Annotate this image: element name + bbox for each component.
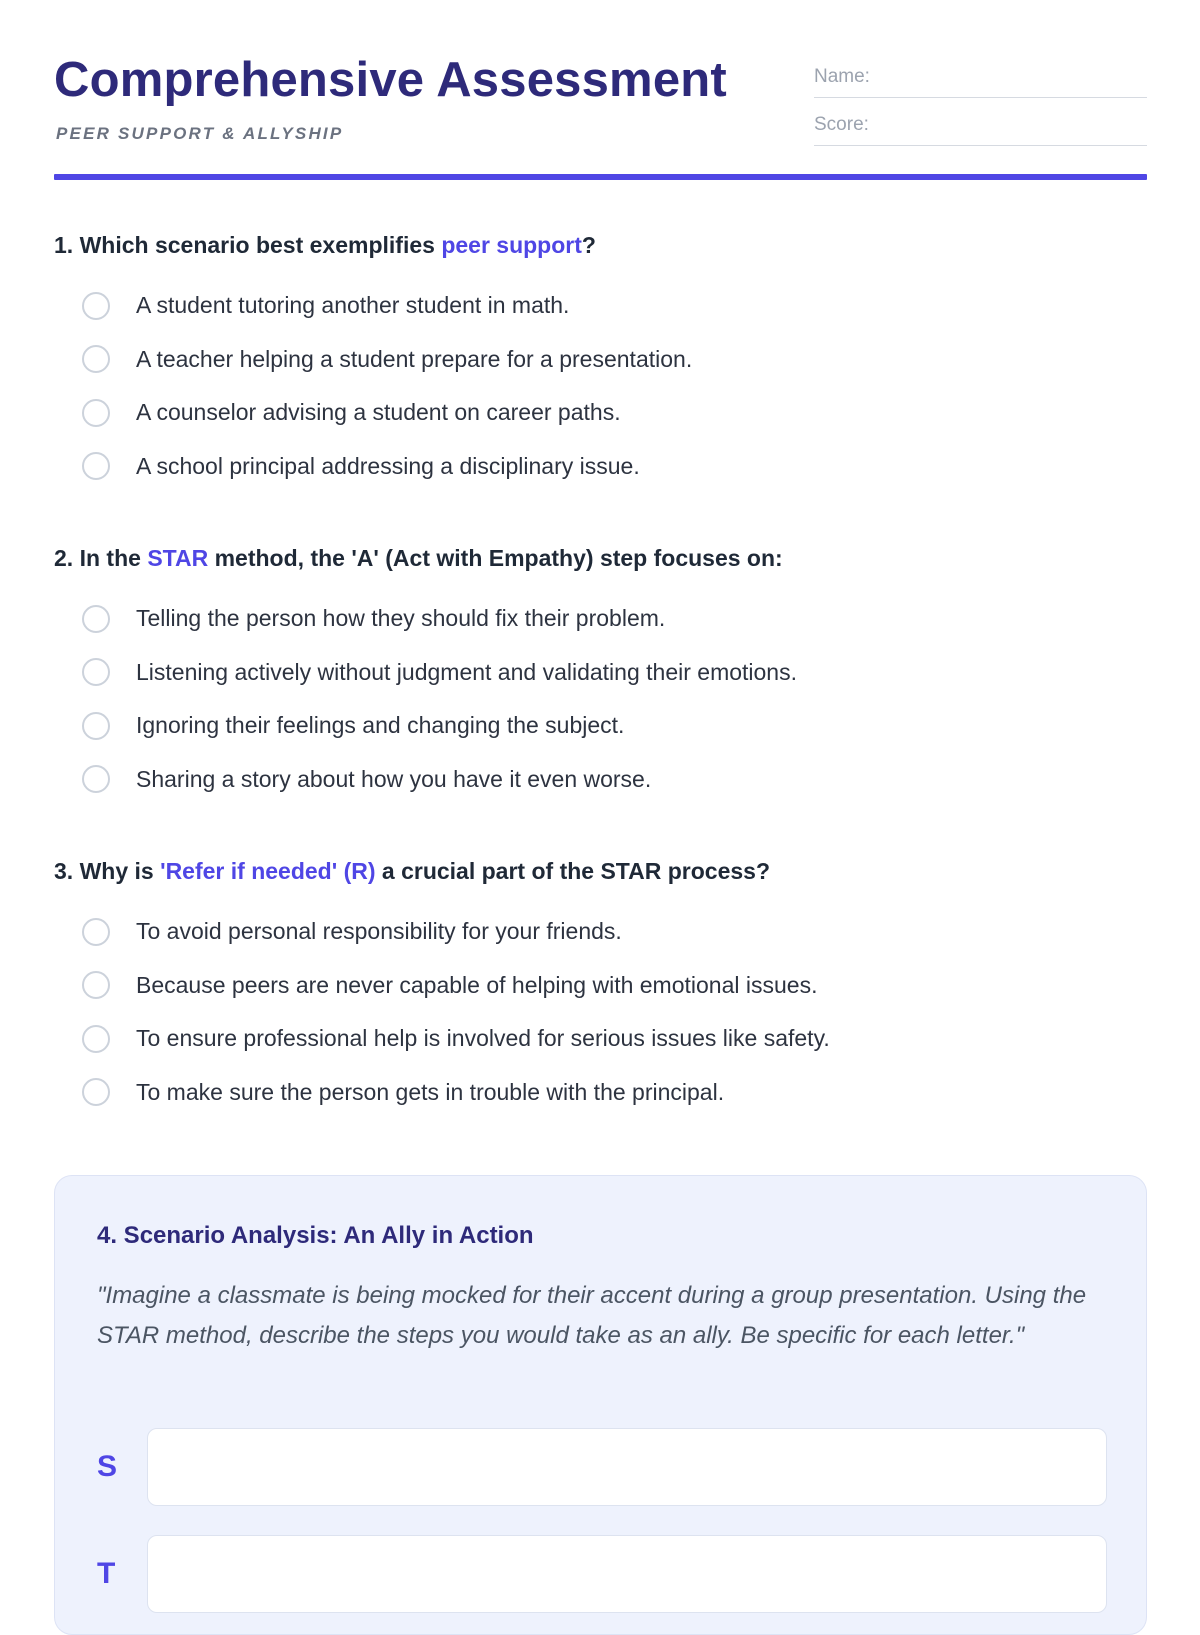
- option-label: To avoid personal responsibility for your friends.: [136, 918, 622, 945]
- name-underline: [814, 97, 1147, 98]
- option-label: Listening actively without judgment and validating their emotions.: [136, 658, 797, 685]
- scenario-prompt: "Imagine a classmate is being mocked for their accent during a group presentation. Using the STAR method, describe the steps you would take as an ally. Be specific for each letter.": [97, 1282, 1087, 1349]
- option-b[interactable]: [54, 333, 1147, 387]
- option-a[interactable]: [54, 279, 1147, 333]
- option-label: Sharing a story about how you have it even worse.: [136, 765, 652, 792]
- option-b[interactable]: [54, 646, 1147, 700]
- page-subtitle: PEER SUPPORT & ALLYSHIP: [56, 124, 344, 143]
- score-label: Score:: [814, 114, 869, 135]
- question-highlight: peer support: [441, 232, 582, 258]
- option-a[interactable]: [54, 905, 1147, 959]
- star-letter: S: [97, 1450, 118, 1483]
- option-label: Because peers are never capable of helping with emotional issues.: [136, 971, 818, 998]
- option-label: A student tutoring another student in math.: [136, 292, 570, 319]
- star-answer-input-s[interactable]: [147, 1428, 1107, 1506]
- question-highlight: STAR: [147, 545, 209, 571]
- option-label: To make sure the person gets in trouble with the principal.: [136, 1078, 725, 1105]
- star-row-s: [97, 1428, 1107, 1508]
- radio-button[interactable]: [82, 1025, 110, 1053]
- radio-button[interactable]: [82, 971, 110, 999]
- radio-button[interactable]: [82, 918, 110, 946]
- meta-fields: [814, 64, 1147, 160]
- question-2: [54, 545, 1147, 806]
- page-title: Comprehensive Assessment: [54, 53, 727, 107]
- score-field[interactable]: [814, 112, 1147, 160]
- option-label: A teacher helping a student prepare for a presentation.: [136, 345, 693, 372]
- option-a[interactable]: [54, 592, 1147, 646]
- option-label: A school principal addressing a disciplinary issue.: [136, 452, 640, 479]
- option-d[interactable]: [54, 1066, 1147, 1120]
- radio-button[interactable]: [82, 345, 110, 373]
- option-b[interactable]: [54, 959, 1147, 1013]
- option-label: A counselor advising a student on career paths.: [136, 399, 621, 426]
- options-list: [54, 592, 1147, 806]
- radio-button[interactable]: [82, 658, 110, 686]
- option-d[interactable]: [54, 753, 1147, 807]
- question-text: 3. Why is 'Refer if needed' (R) a crucial part of the STAR process?: [54, 858, 771, 884]
- option-label: To ensure professional help is involved for serious issues like safety.: [136, 1025, 830, 1052]
- star-answer-input-t[interactable]: [147, 1535, 1107, 1613]
- name-label: Name:: [814, 66, 870, 87]
- option-label: Ignoring their feelings and changing the subject.: [136, 712, 625, 739]
- option-label: Telling the person how they should fix their problem.: [136, 605, 666, 632]
- question-text: 2. In the STAR method, the 'A' (Act with Empathy) step focuses on:: [54, 545, 783, 571]
- question-highlight: 'Refer if needed' (R): [160, 858, 376, 884]
- scenario-card: [54, 1175, 1147, 1635]
- score-underline: [814, 145, 1147, 146]
- radio-button[interactable]: [82, 605, 110, 633]
- header-divider: [54, 174, 1147, 180]
- options-list: [54, 905, 1147, 1119]
- option-c[interactable]: [54, 386, 1147, 440]
- star-row-t: [97, 1535, 1107, 1615]
- star-letter: T: [97, 1557, 116, 1590]
- radio-button[interactable]: [82, 1078, 110, 1106]
- radio-button[interactable]: [82, 765, 110, 793]
- name-field[interactable]: [814, 64, 1147, 112]
- option-d[interactable]: [54, 440, 1147, 494]
- radio-button[interactable]: [82, 712, 110, 740]
- option-c[interactable]: [54, 699, 1147, 753]
- header: [54, 52, 1147, 182]
- radio-button[interactable]: [82, 452, 110, 480]
- question-3: [54, 858, 1147, 1119]
- option-c[interactable]: [54, 1012, 1147, 1066]
- question-text: 1. Which scenario best exemplifies peer support?: [54, 232, 596, 258]
- question-1: [54, 232, 1147, 493]
- scenario-title: 4. Scenario Analysis: An Ally in Action: [97, 1222, 534, 1249]
- options-list: [54, 279, 1147, 493]
- radio-button[interactable]: [82, 292, 110, 320]
- radio-button[interactable]: [82, 399, 110, 427]
